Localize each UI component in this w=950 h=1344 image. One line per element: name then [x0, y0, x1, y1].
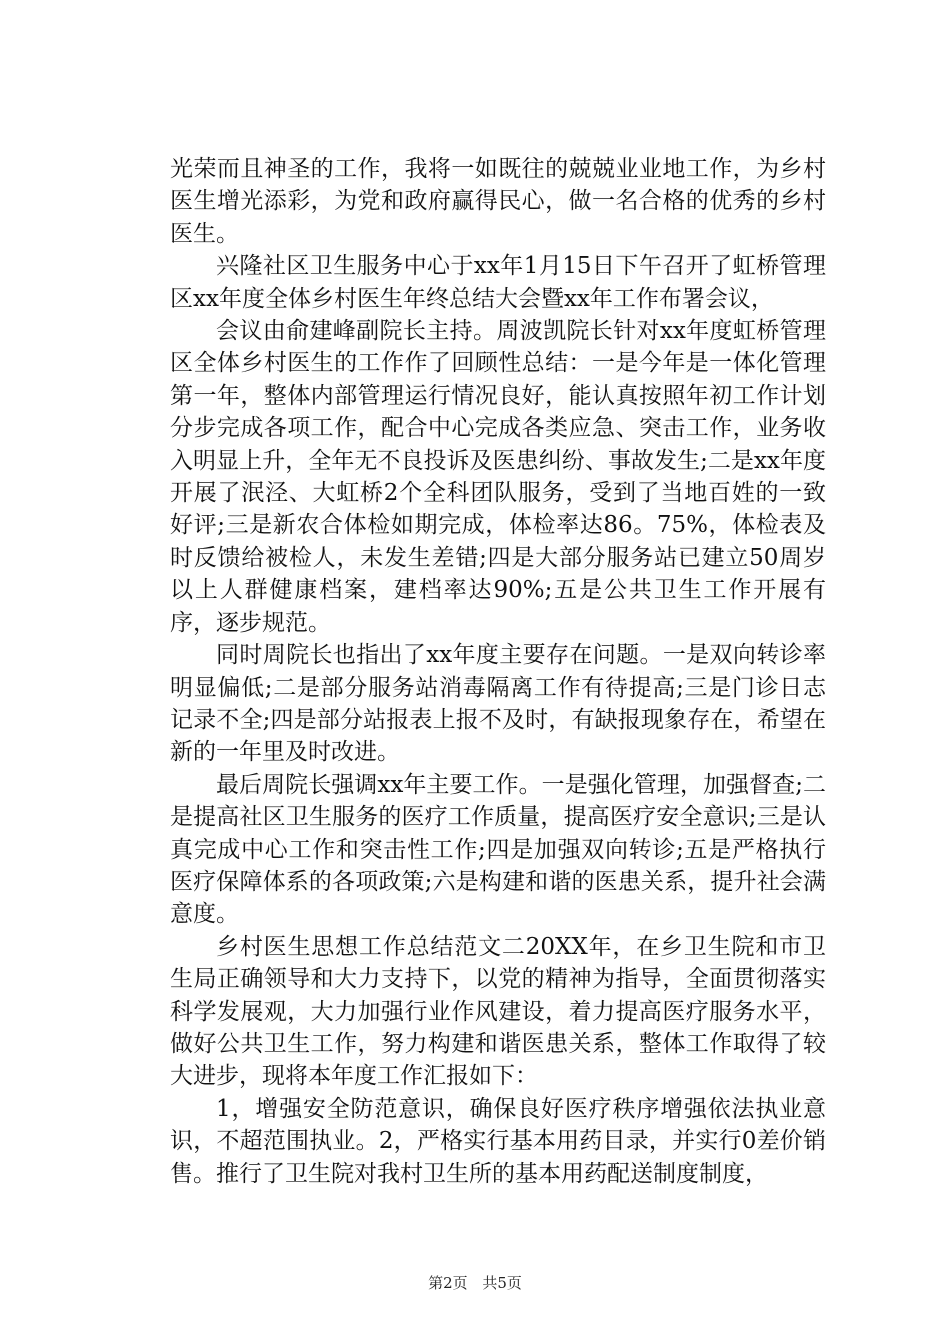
paragraph-3: 会议由俞建峰副院长主持。周波凯院长针对xx年度虹桥管理区全体乡村医生的工作作了回顾性总结：一是今年是一体化管理第一年，整体内部管理运行情况良好，能认真按照年初工作计划分步完成各项工作，配合中心完成各类应急、突击工作，业务收入明显上升，全年无不良投诉及医患纠纷、事故发生;二是xx年度开展了泯泾、大虹桥2个全科团队服务，受到了当地百姓的一致好评;三是新农合体检如期完成，体检率达86。75%，体检表及时反馈给被检人，未发生差错;四是大部分服务站已建立50周岁以上人群健康档案，建档率达90%;五是公共卫生工作开展有序，逐步规范。 [170, 318, 826, 636]
paragraph-4: 同时周院长也指出了xx年度主要存在问题。一是双向转诊率明显偏低;二是部分服务站消毒隔离工作有待提高;三是门诊日志记录不全;四是部分站报表上报不及时，有缺报现象存在，希望在新的一年里及时改进。 [170, 642, 826, 766]
page-total: 共5页 [482, 1274, 522, 1292]
paragraph-5: 最后周院长强调xx年主要工作。一是强化管理，加强督查;二是提高社区卫生服务的医疗工作质量，提高医疗安全意识;三是认真完成中心工作和突击性工作;四是加强双向转诊;五是严格执行医疗保障体系的各项政策;六是构建和谐的医患关系，提升社会满意度。 [170, 771, 826, 928]
paragraph-6: 乡村医生思想工作总结范文二20XX年，在乡卫生院和市卫生局正确领导和大力支持下，以党的精神为指导，全面贯彻落实科学发展观，大力加强行业作风建设，着力提高医疗服务水平，做好公共卫生工作，努力构建和谐医患关系，整体工作取得了较大进步，现将本年度工作汇报如下： [170, 933, 826, 1090]
paragraph-1: 光荣而且神圣的工作，我将一如既往的兢兢业业地工作，为乡村医生增光添彩，为党和政府赢得民心，做一名合格的优秀的乡村医生。 [170, 156, 826, 247]
document-body [170, 153, 826, 1190]
paragraph-2: 兴隆社区卫生服务中心于xx年1月15日下午召开了虹桥管理区xx年度全体乡村医生年终总结大会暨xx年工作布署会议， [170, 253, 826, 312]
page-number: 第2页 [428, 1274, 468, 1292]
page-footer [0, 1272, 950, 1293]
paragraph-7: 1，增强安全防范意识，确保良好医疗秩序增强依法执业意识，不超范围执业。2，严格实行基本用药目录，并实行0差价销售。推行了卫生院对我村卫生所的基本用药配送制度制度， [170, 1095, 826, 1187]
